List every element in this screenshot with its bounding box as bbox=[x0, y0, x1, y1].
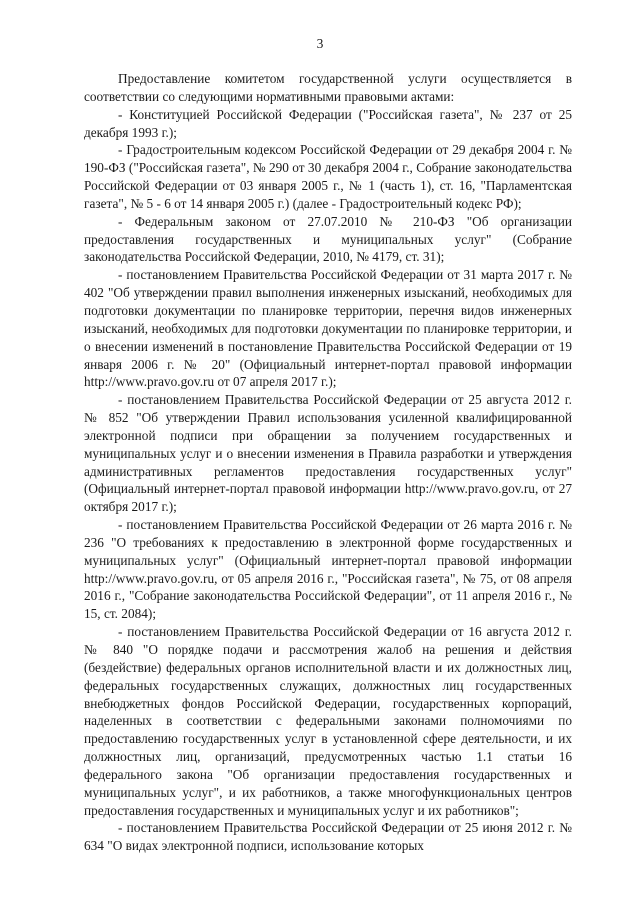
list-item-resolution-840: - постановлением Правительства Российской Федерации от 16 августа 2012 г. № 840 "О порядке подачи и рассмотрения жалоб на решения и действия (бездействие) федеральных органов исполнительной власти и их должностных лиц, федеральных государственных служащих, должностных лиц государственных внебюджетных фондов Российской Федерации, государственных корпораций, наделенных в соответствии с федеральными законами полномочиями по предоставлению государственных услуг в установленной сфере деятельности, и их должностных лиц, организаций, предусмотренных частью 1.1 статьи 16 федерального закона "Об организации предоставления государственных и муниципальных услуг", и их работников, а также многофункциональных центров предоставления государственных и муниципальных услуг и их работников"; bbox=[84, 624, 572, 818]
intro-paragraph: Предоставление комитетом государственной услуги осуществляется в соответствии со следующими нормативными правовыми актами: bbox=[84, 71, 572, 104]
list-item-urban-planning-code: - Градостроительным кодексом Российской Федерации от 29 декабря 2004 г. № 190-ФЗ ("Российская газета", № 290 от 30 декабря 2004 г., Собрание законодательства Российской Федерации от 03 января 2005 г., № 1 (часть 1), ст. 16, "Парламентская газета", № 5 - 6 от 14 января 2005 г.) (далее - Градостроительный кодекс РФ); bbox=[84, 142, 572, 211]
list-item-federal-law-210: - Федеральным законом от 27.07.2010 № 210-ФЗ "Об организации предоставления государственных и муниципальных услуг" (Собрание законодательства Российской Федерации, 2010, № 4179, ст. 31); bbox=[84, 213, 572, 265]
document-body bbox=[84, 70, 572, 855]
list-item-resolution-634: - постановлением Правительства Российской Федерации от 25 июня 2012 г. № 634 "О видах электронной подписи, использование которых bbox=[84, 820, 572, 854]
list-item-constitution: - Конституцией Российской Федерации ("Российская газета", № 237 от 25 декабря 1993 г.); bbox=[84, 106, 572, 140]
list-item-resolution-852: - постановлением Правительства Российской Федерации от 25 августа 2012 г. № 852 "Об утверждении Правил использования усиленной квалифицированной электронной подписи при обращении за получением государственных и муниципальных услуг и о внесении изменения в Правила разработки и утверждения административных регламентов предоставления государственных услуг" (Официальный интернет-портал правовой информации http://www.pravo.gov.ru, от 27 октября 2017 г.); bbox=[84, 392, 572, 515]
page-number: 3 bbox=[316, 36, 324, 51]
list-item-resolution-402: - постановлением Правительства Российской Федерации от 31 марта 2017 г. № 402 "Об утверждении правил выполнения инженерных изысканий, необходимых для подготовки документации по планировке территории, перечня видов инженерных изысканий, необходимых для подготовки документации по планировке территории, и о внесении изменений в постановление Правительства Российской Федерации от 19 января 2006 г. № 20" (Официальный интернет-портал правовой информации http://www.pravo.gov.ru от 07 апреля 2017 г.); bbox=[84, 267, 572, 390]
list-item-resolution-236: - постановлением Правительства Российской Федерации от 26 марта 2016 г. № 236 "О требованиях к предоставлению в электронной форме государственных и муниципальных услуг" (Официальный интернет-портал правовой информации http://www.pravo.gov.ru, от 05 апреля 2016 г., "Российская газета", № 75, от 08 апреля 2016 г., "Собрание законодательства Российской Федерации", от 11 апреля 2016 г., № 15, ст. 2084); bbox=[84, 517, 572, 622]
